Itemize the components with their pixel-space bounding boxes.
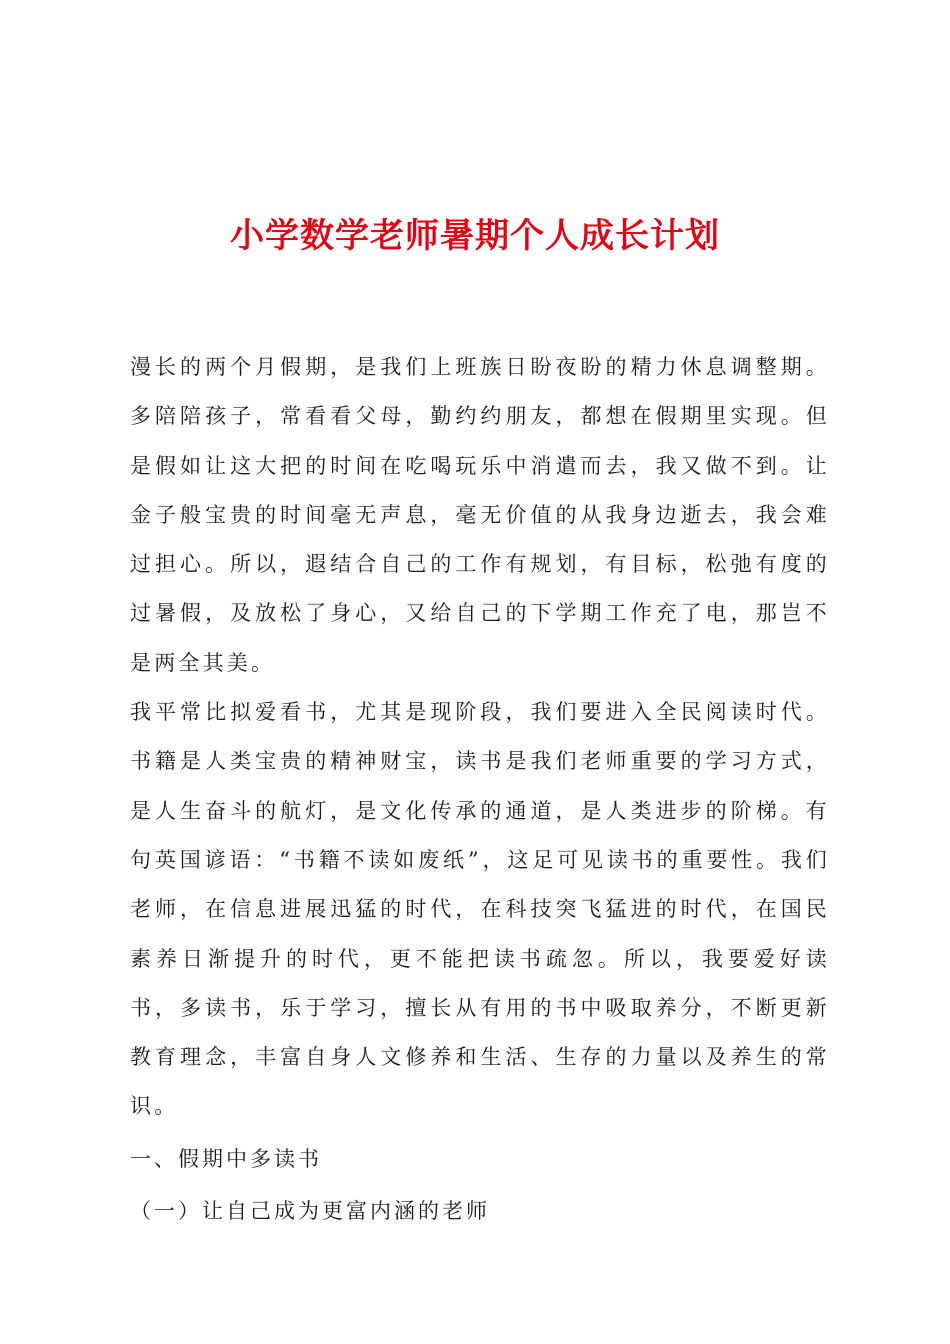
document-body	[130, 343, 830, 1236]
document-title: 小学数学老师暑期个人成长计划	[230, 216, 720, 256]
reading-paragraph: 我平常比拟爱看书，尤其是现阶段，我们要进入全民阅读时代。书籍是人类宝贵的精神财宝，读书是我们老师重要的学习方式，是人生奋斗的航灯，是文化传承的通道，是人类进步的阶梯。有句英国谚语：“书籍不读如废纸”，这足可见读书的重要性。我们老师，在信息进展迅猛的时代，在科技突飞猛进的时代，在国民素养日渐提升的时代，更不能把读书疏忽。所以，我要爱好读书，多读书，乐于学习，擅长从有用的书中吸取养分，不断更新教育理念，丰富自身人文修养和生活、生存的力量以及养生的常识。	[130, 700, 830, 1119]
section-heading: 一、假期中多读书	[130, 1146, 322, 1171]
subsection-heading: （一）让自己成为更富内涵的老师	[130, 1199, 490, 1224]
intro-paragraph: 漫长的两个月假期，是我们上班族日盼夜盼的精力休息调整期。多陪陪孩子，常看看父母，勤约约朋友，都想在假期里实现。但是假如让这大把的时间在吃喝玩乐中消遣而去，我又做不到。让金子般宝贵的时间毫无声息，毫无价值的从我身边逝去，我会难过担心。所以，遐结合自己的工作有规划，有目标，松弛有度的过暑假，及放松了身心，又给自己的下学期工作充了电，那岂不是两全其美。	[130, 355, 830, 675]
